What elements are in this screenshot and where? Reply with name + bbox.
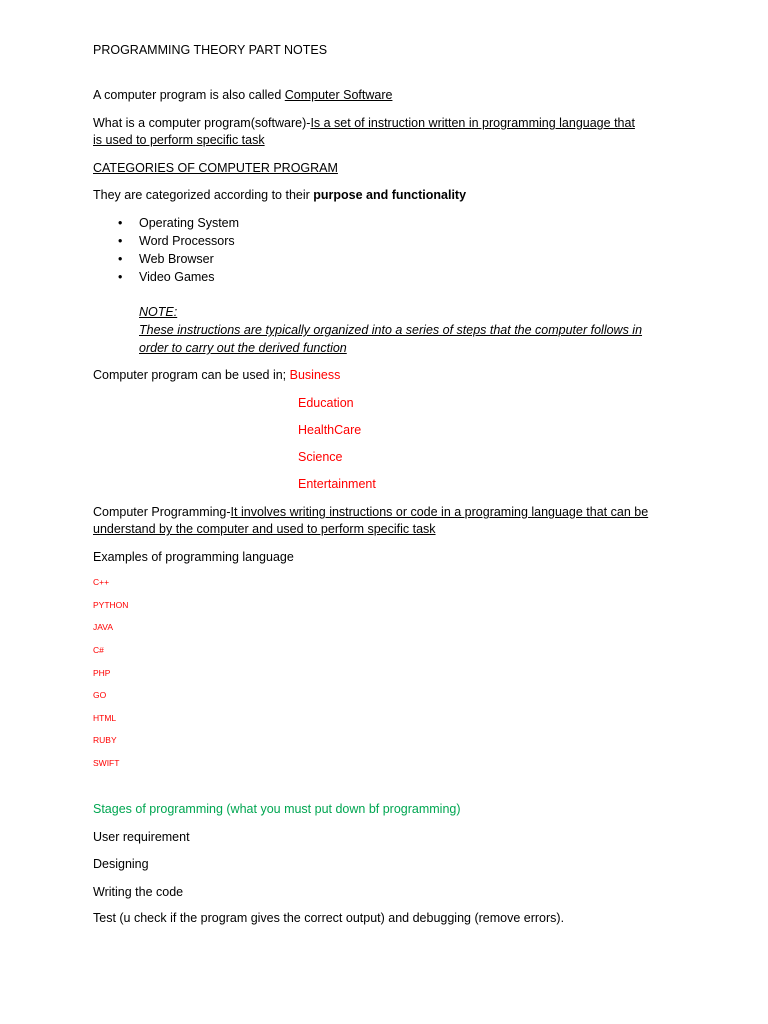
language-item: SWIFT [93, 758, 120, 768]
uses-text: Computer program can be used in; [93, 368, 290, 382]
categorized-text: They are categorized according to their [93, 188, 314, 202]
stage-item: User requirement [93, 830, 190, 844]
language-item: C++ [93, 577, 110, 587]
paragraph-definition [93, 115, 635, 132]
list-item: Video Games [139, 270, 215, 284]
alias-term: Computer Software [284, 88, 393, 102]
categories-heading: CATEGORIES OF COMPUTER PROGRAM [93, 161, 338, 175]
use-item: HealthCare [298, 423, 362, 437]
language-item: GO [93, 690, 107, 700]
stage-item: Test (u check if the program gives the correct output) and debugging (remove errors). [93, 911, 565, 925]
stages-heading: Stages of programming (what you must put down bf programming) [93, 802, 461, 816]
use-item: Business [289, 368, 341, 382]
uses-paragraph [93, 367, 340, 384]
use-item: Entertainment [298, 477, 376, 491]
bullet-icon: • [118, 216, 123, 230]
language-item: C# [93, 645, 104, 655]
list-item: Operating System [139, 216, 240, 230]
use-item: Education [298, 396, 354, 410]
definition-answer-line2: is used to perform specific task [93, 133, 265, 147]
programming-def-line2: understand by the computer and used to perform specific task [93, 522, 436, 536]
language-item: PHP [93, 668, 111, 678]
list-item: Word Processors [139, 234, 235, 248]
bullet-icon: • [118, 234, 123, 248]
bullet-icon: • [118, 270, 123, 284]
language-item: JAVA [93, 622, 113, 632]
use-item: Science [298, 450, 343, 464]
programming-paragraph [93, 504, 648, 521]
language-item: RUBY [93, 735, 117, 745]
note-line1: These instructions are typically organized into a series of steps that the computer follows in [139, 323, 643, 337]
language-item: PYTHON [93, 600, 129, 610]
programming-def-line1: It involves writing instructions or code in a programing language that can be [230, 505, 649, 519]
paragraph-categorized [93, 187, 466, 204]
stage-item: Writing the code [93, 885, 184, 899]
paragraph-program-alias [93, 87, 392, 104]
definition-question: What is a computer program(software)- [93, 116, 311, 130]
language-item: HTML [93, 713, 117, 723]
list-item: Web Browser [139, 252, 214, 266]
note-label: NOTE: [139, 305, 178, 319]
alias-text: A computer program is also called [93, 88, 285, 102]
definition-answer-line1: Is a set of instruction written in programming language that [310, 116, 635, 130]
bullet-icon: • [118, 252, 123, 266]
note-line2: order to carry out the derived function [139, 341, 347, 355]
doc-title: PROGRAMMING THEORY PART NOTES [93, 43, 328, 57]
examples-heading: Examples of programming language [93, 550, 294, 564]
stage-item: Designing [93, 857, 149, 871]
programming-term: Computer Programming- [93, 505, 231, 519]
categorized-bold: purpose and functionality [313, 188, 467, 202]
